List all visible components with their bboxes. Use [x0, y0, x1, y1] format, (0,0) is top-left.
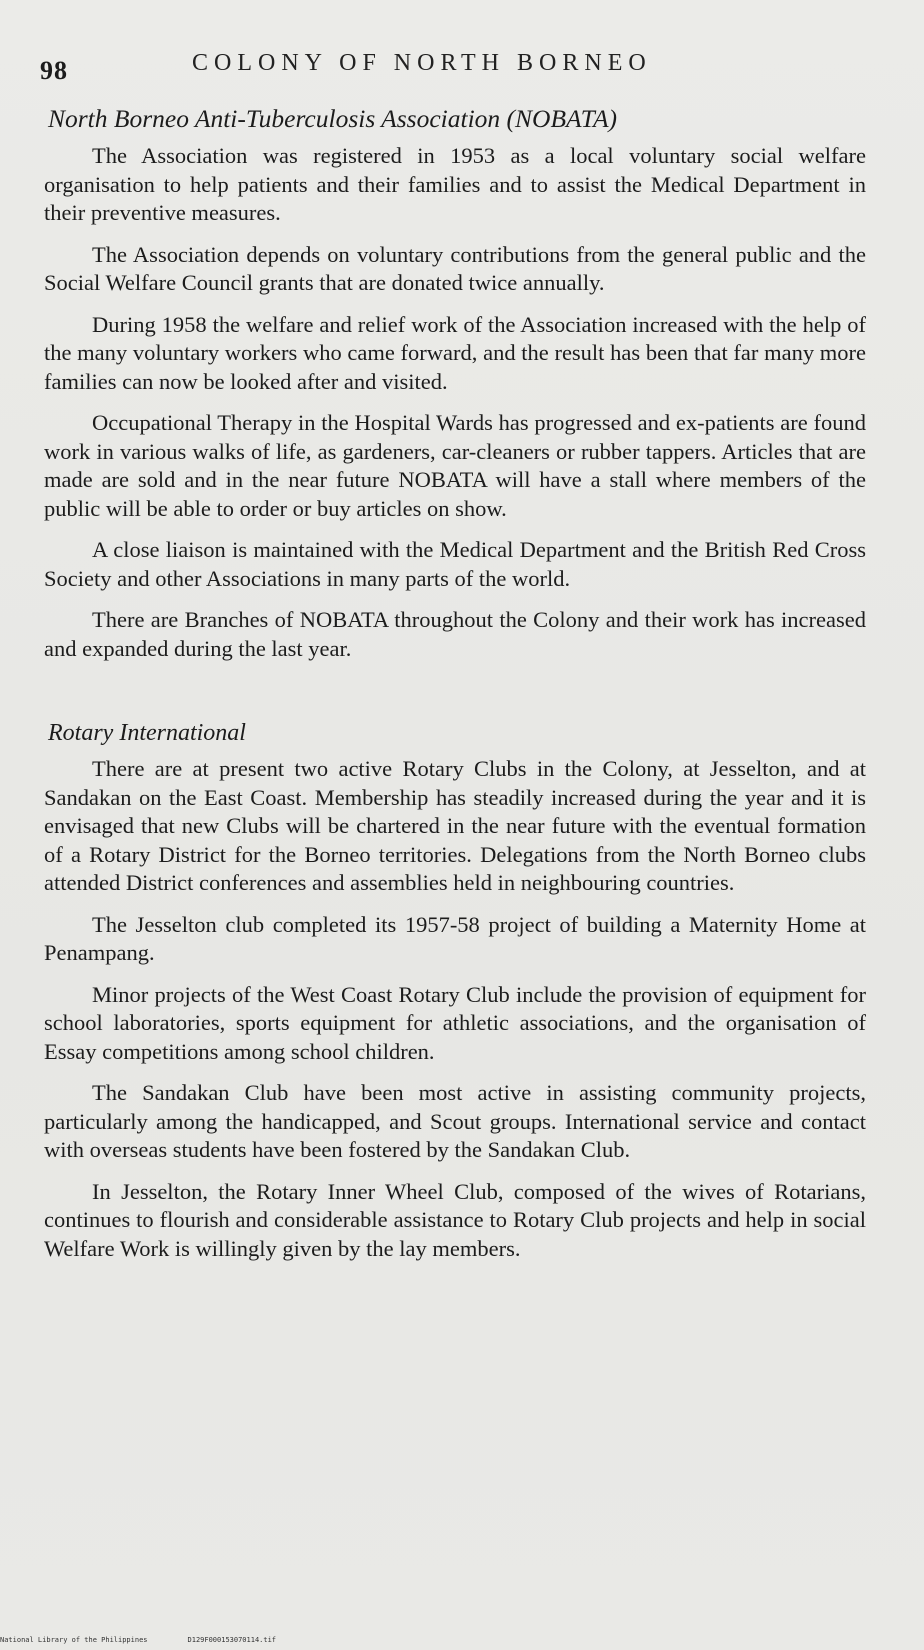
- footer-file-id: D129F000153070114.tif: [187, 1636, 277, 1644]
- paragraph: In Jesselton, the Rotary Inner Wheel Club, composed of the wives of Rotarians, continues to flourish and considerable assistance to Rotary Club projects and help in social Welfare Work is willingly given by the lay members.: [44, 1178, 866, 1261]
- section-rotary: [44, 720, 866, 1263]
- section-nobata: [44, 104, 866, 663]
- scan-footer: [0, 1636, 276, 1644]
- footer-source: National Library of the Philippines: [0, 1636, 148, 1644]
- page-number: 98: [40, 56, 68, 85]
- paragraph: Occupational Therapy in the Hospital Wards has progressed and ex-patients are found work in various walks of life, as gardeners, car-cleaners or rubber tappers. Articles that are made are sold and in the near future NOBATA will have a stall where members of the public will be able to order or buy articles on show.: [44, 410, 866, 521]
- paragraph: A close liaison is maintained with the Medical Department and the British Red Cross Society and other Associations in many parts of the world.: [44, 537, 866, 591]
- paragraph: Minor projects of the West Coast Rotary Club include the provision of equipment for school laboratories, sports equipment for athletic associations, and the organisation of Essay competitions among school children.: [44, 981, 866, 1064]
- paragraph: The Sandakan Club have been most active in assisting community projects, particularly among the handicapped, and Scout groups. International service and contact with overseas students have been fostered by the Sandakan Club.: [44, 1080, 866, 1162]
- section-heading: Rotary International: [48, 720, 246, 746]
- paragraph: The Jesselton club completed its 1957-58 project of building a Maternity Home at Penampang.: [44, 911, 866, 965]
- section-divider-space: [44, 676, 866, 720]
- paragraph: During 1958 the welfare and relief work of the Association increased with the help of the many voluntary workers who came forward, and the result has been that far many more families can now be looked after and visited.: [44, 311, 866, 394]
- paragraph: The Association was registered in 1953 as a local voluntary social welfare organisation to help patients and their families and to assist the Medical Department in their preventive measures.: [44, 143, 866, 225]
- section-heading: North Borneo Anti-Tuberculosis Association (NOBATA): [48, 104, 618, 133]
- paragraph: There are at present two active Rotary Clubs in the Colony, at Jesselton, and at Sandakan on the East Coast. Membership has steadily increased during the year and it is envisaged that new Clubs will be chartered in the near future with the eventual formation of a Rotary District for the Borneo territories. Delegations from the North Borneo clubs attended District conferences and assemblies held in neighbouring countries.: [44, 756, 866, 895]
- paragraph: There are Branches of NOBATA throughout the Colony and their work has increased and expanded during the last year.: [44, 607, 866, 661]
- page-body: [44, 104, 866, 1276]
- running-title: COLONY OF NORTH BORNEO: [192, 50, 652, 76]
- paragraph: The Association depends on voluntary contributions from the general public and the Social Welfare Council grants that are donated twice annually.: [44, 241, 866, 295]
